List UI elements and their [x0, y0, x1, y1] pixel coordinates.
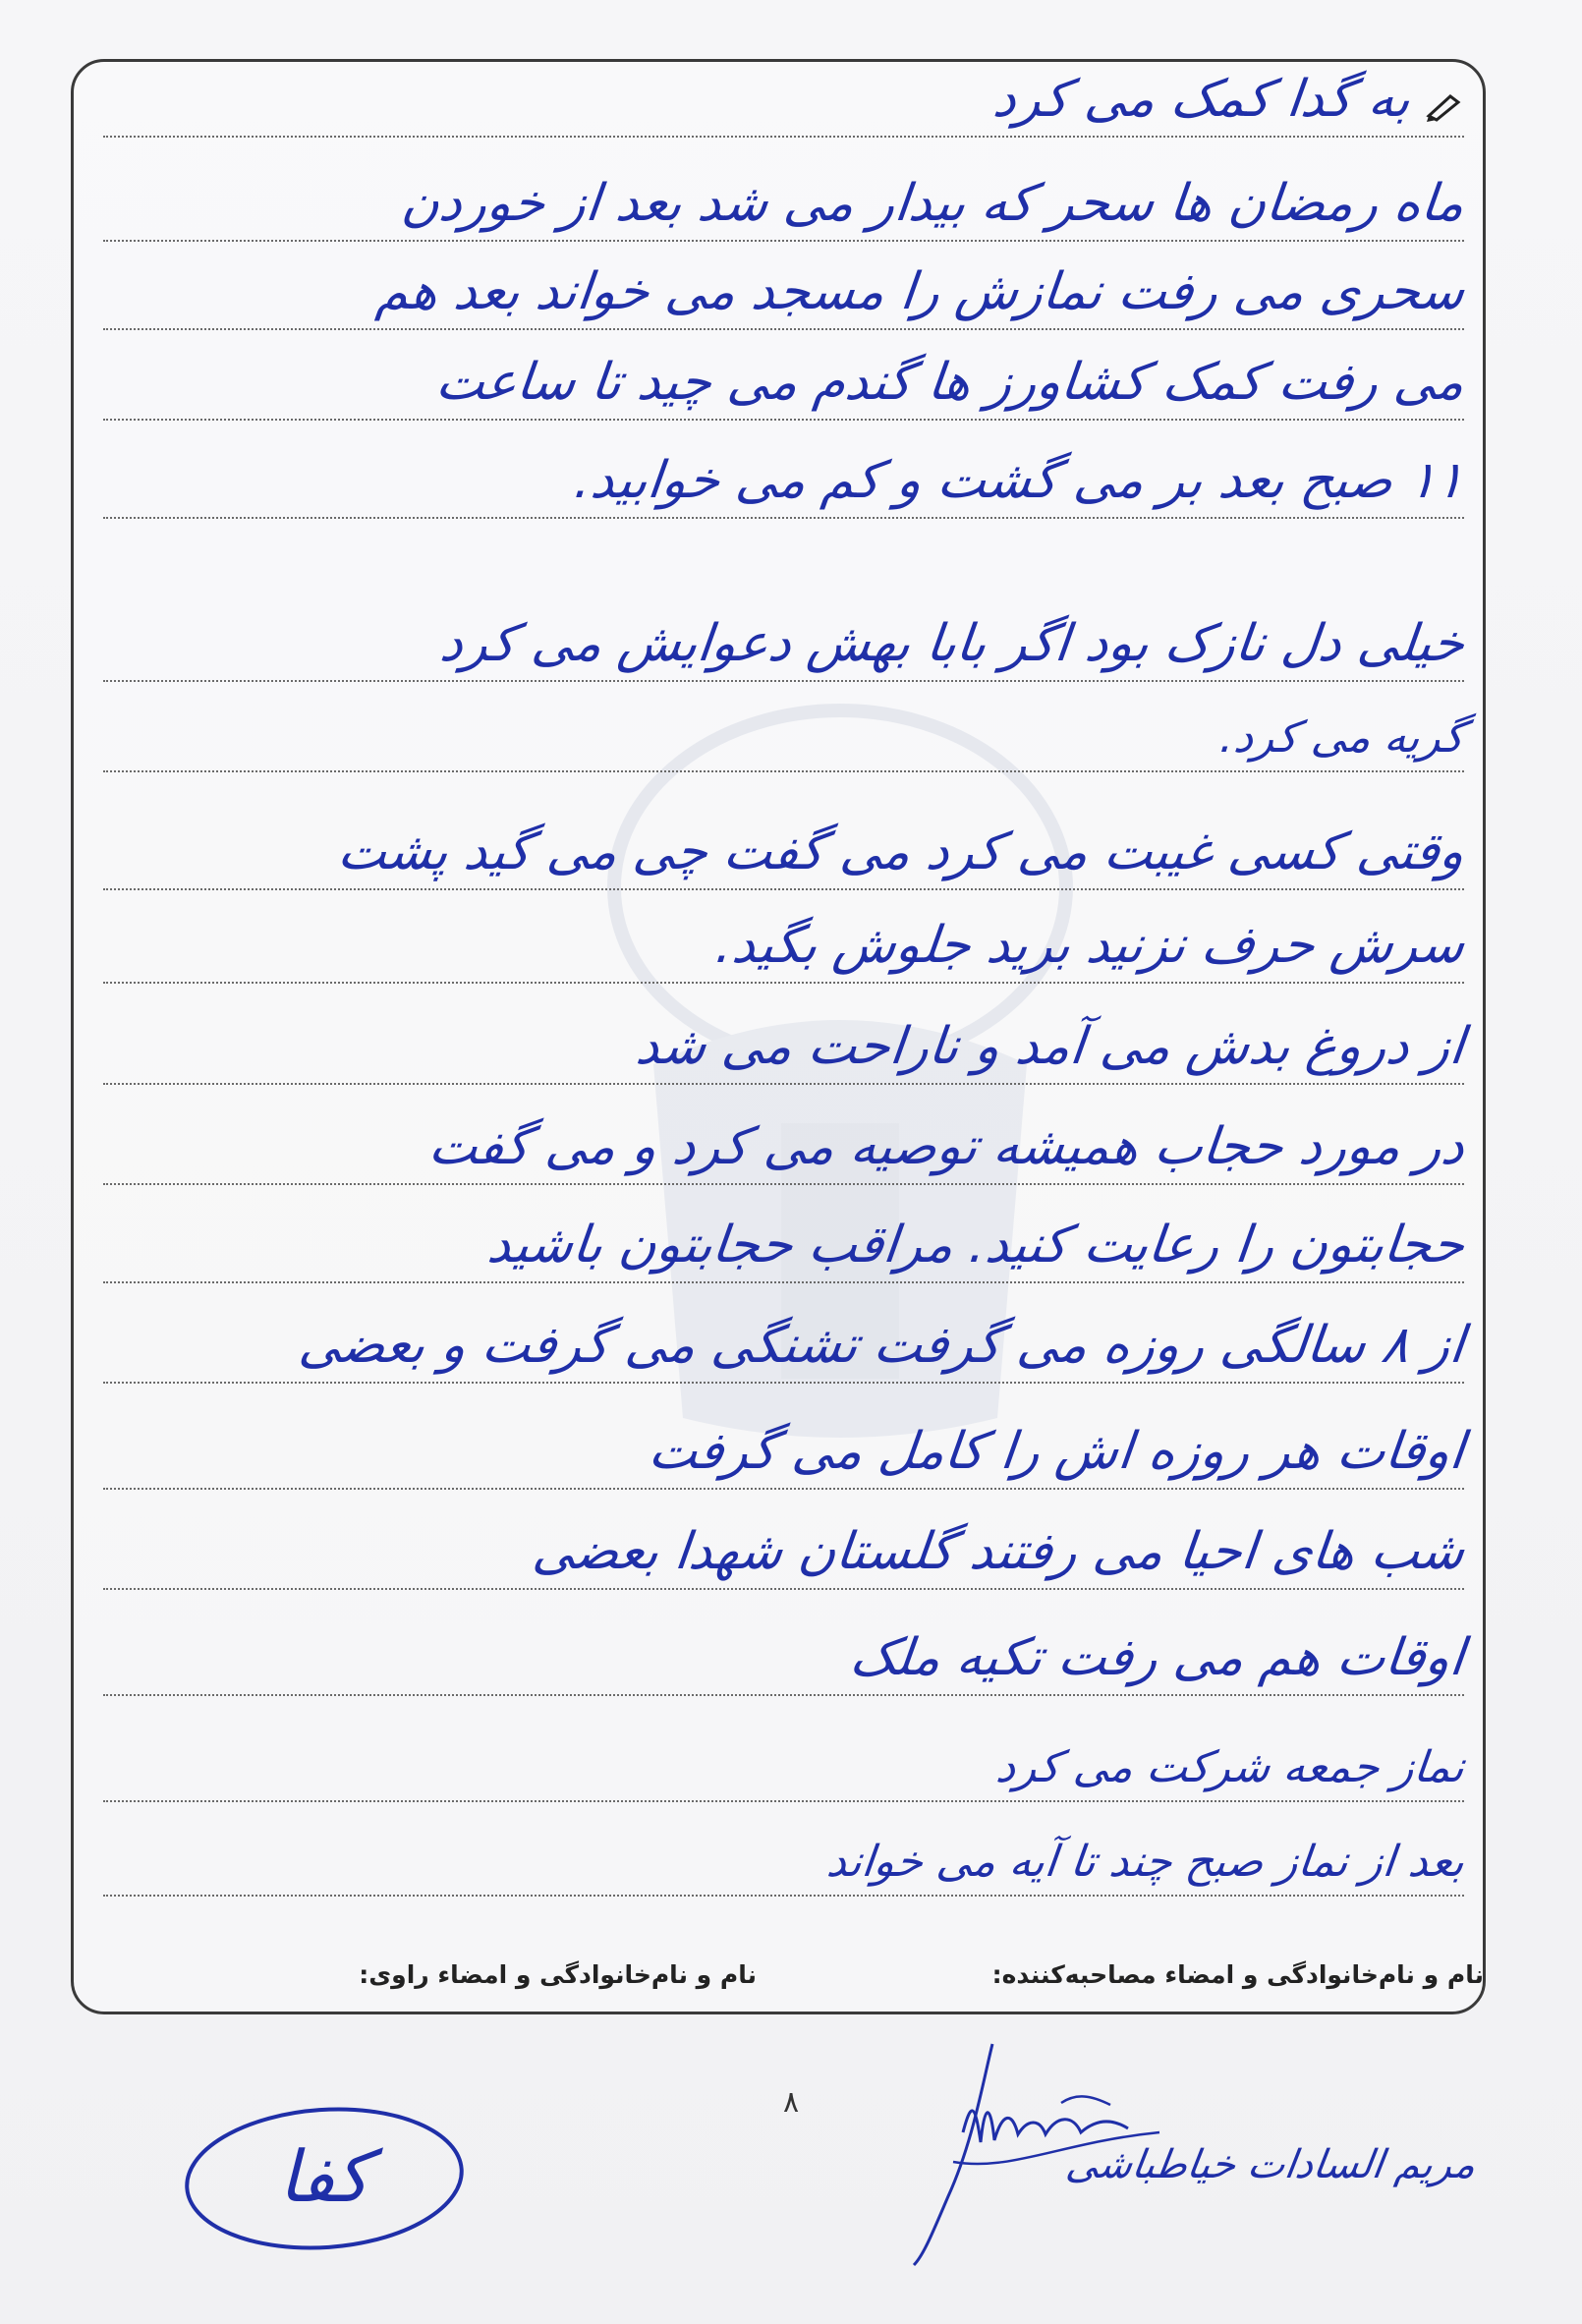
line-7 [103, 678, 1467, 772]
handwritten-line: اوقات هم می رفت تکیه ملک [847, 1627, 1468, 1687]
line-6 [103, 588, 1468, 682]
handwritten-line: اوقات هر روزه اش را کامل می گرفت [646, 1421, 1468, 1481]
handwritten-line: ۱۱ صبح بعد بر می گشت و کم می خوابید. [572, 450, 1468, 510]
handwritten-line: ماه رمضان ها سحر که بیدار می شد بعد از خوردن [398, 173, 1468, 233]
line-4 [103, 326, 1468, 421]
line-8 [103, 796, 1468, 890]
interviewer-signature-label: نام و نام‌خانوادگی و امضاء مصاحبه‌کننده: [991, 1960, 1484, 1989]
handwritten-line: وقتی کسی غیبت می کرد می گفت چی می گید پشت [334, 822, 1468, 881]
line-14 [103, 1395, 1468, 1490]
handwritten-line: سحری می رفت نمازش را مسجد می خواند بعد هم [373, 261, 1468, 321]
written-name: مریم السادات خیاطباشی [1063, 2142, 1479, 2187]
handwritten-line: نماز جمعه شرکت می کرد [993, 1742, 1467, 1793]
handwritten-line: می رفت کمک کشاورز ها گندم می چید تا ساعت [432, 352, 1468, 412]
line-1 [103, 43, 1464, 138]
line-17 [103, 1708, 1467, 1802]
line-5 [103, 425, 1468, 519]
line-10 [103, 991, 1468, 1085]
handwritten-line: به گدا کمک می کرد [989, 69, 1414, 129]
handwritten-line: از دروغ بدش می آمد و ناراحت می شد [633, 1016, 1468, 1076]
narrator-signature-label: نام و نام‌خانوادگی و امضاء راوی: [359, 1960, 757, 1989]
line-16 [103, 1602, 1468, 1696]
line-11 [103, 1091, 1468, 1185]
line-18 [103, 1802, 1467, 1897]
handwritten-line: بعد از نماز صبح چند تا آیه می خواند [824, 1837, 1467, 1888]
circled-initials-stamp [177, 2098, 472, 2260]
handwritten-line: خیلی دل نازک بود اگر بابا بهش دعوایش می کرد [436, 613, 1468, 673]
line-2 [103, 147, 1468, 242]
handwritten-line: گریه می کرد. [1217, 712, 1467, 764]
handwritten-line: در مورد حجاب همیشه توصیه می کرد و می گفت [425, 1116, 1468, 1176]
handwritten-line: از ۸ سالگی روزه می گرفت تشنگی می گرفت و بعضی [296, 1315, 1468, 1375]
svg-text:کفا: کفا [278, 2135, 370, 2218]
handwritten-line: شب های احیا می رفتند گلستان شهدا بعضی [530, 1521, 1468, 1581]
line-9 [103, 889, 1468, 984]
line-13 [103, 1289, 1468, 1384]
line-12 [103, 1189, 1468, 1283]
line-3 [103, 236, 1468, 330]
page-number: ۸ [782, 2085, 800, 2120]
line-15 [103, 1496, 1468, 1590]
handwritten-line: سرش حرف نزنید برید جلوش بگید. [712, 915, 1468, 975]
handwritten-line: حجابتون را رعایت کنید. مراقب حجابتون باشید [484, 1215, 1468, 1275]
pen-icon [1425, 90, 1464, 124]
